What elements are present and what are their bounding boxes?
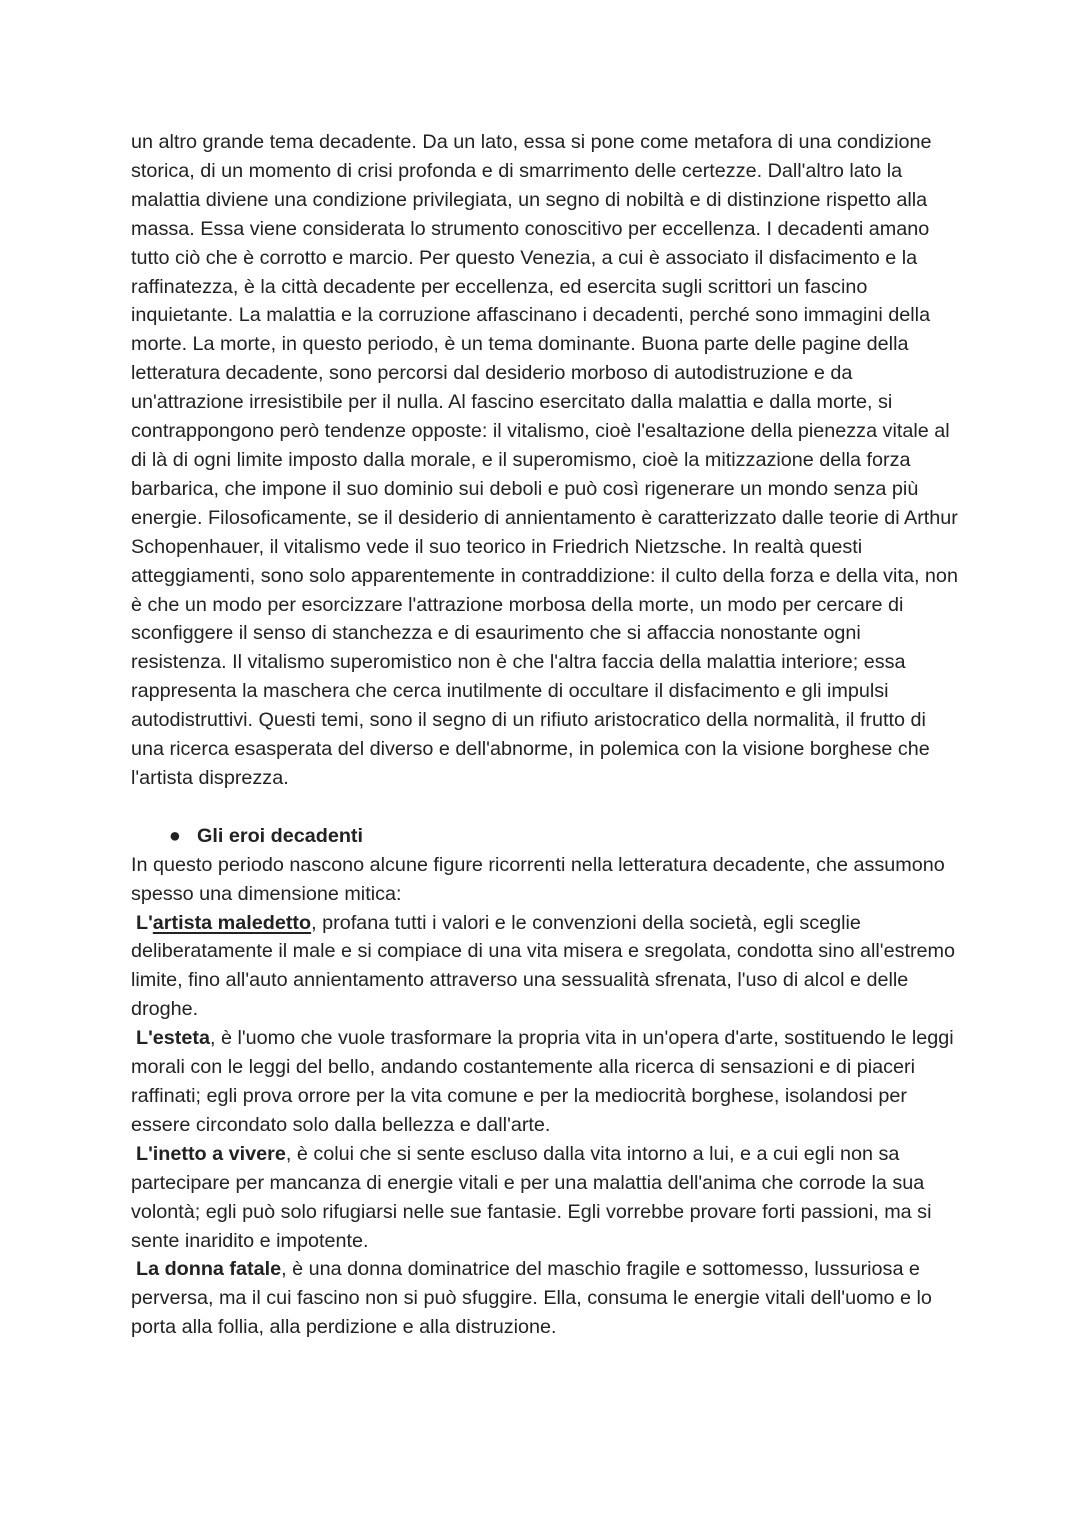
- hero-inetto-a-vivere: [131, 1140, 961, 1256]
- hero-name-link[interactable]: artista maledetto: [152, 911, 312, 934]
- section-heading: [131, 822, 961, 851]
- section-heading-text: Gli eroi decadenti: [197, 824, 363, 847]
- hero-description: , profana tutti i valori e le convenzioni della società, egli sceglie deliberatamente il male e si compiace di una vita misera e sregolata, condotta sino all'estremo limite, fino all'auto annientamento attraverso una sessualità sfrenata, l'uso di alcol e delle droghe.: [131, 911, 956, 1021]
- hero-description: , è l'uomo che vuole trasformare la propria vita in un'opera d'arte, sostituendo le leggi morali con le leggi del bello, andando costantemente alla ricerca di sensazioni e di piaceri raffinati; egli prova orrore per la vita comune e per la mediocrità borghese, isolandosi per essere circondato solo dalla bellezza e dall'arte.: [131, 1027, 954, 1136]
- hero-esteta: [131, 1024, 961, 1140]
- hero-description: , è una donna dominatrice del maschio fragile e sottomesso, lussuriosa e perversa, ma il cui fascino non si può sfuggire. Ella, consuma le energie vitali dell'uomo e lo porta alla follia, alla perdizione e alla distruzione.: [131, 1258, 932, 1339]
- bullet-icon: ●: [169, 824, 181, 847]
- hero-name: La donna fatale: [136, 1258, 282, 1281]
- hero-artista-maledetto: [131, 909, 961, 1025]
- hero-name-prefix: L': [136, 911, 153, 934]
- hero-name: L'esteta: [136, 1027, 210, 1050]
- document-page: [131, 128, 961, 1342]
- hero-name: L'inetto a vivere: [136, 1142, 286, 1165]
- hero-donna-fatale: [131, 1255, 961, 1342]
- body-paragraph: un altro grande tema decadente. Da un lato, essa si pone come metafora di una condizione storica, di un momento di crisi profonda e di smarrimento delle certezze. Dall'altro lato la malattia diviene una condizione privilegiata, un segno di nobiltà e di distinzione rispetto alla massa. Essa viene considerata lo strumento conoscitivo per eccellenza. I decadenti amano tutto ciò che è corrotto e marcio. Per questo Venezia, a cui è associato il disfacimento e la raffinatezza, è la città decadente per eccellenza, ed esercita sugli scrittori un fascino inquietante. La malattia e la corruzione affascinano i decadenti, perché sono immagini della morte. La morte, in questo periodo, è un tema dominante. Buona parte delle pagine della letteratura decadente, sono percorsi dal desiderio morboso di autodistruzione e da un'attrazione irresistibile per il nulla. Al fascino esercitato dalla malattia e dalla morte, si contrappongono però tendenze opposte: il vitalismo, cioè l'esaltazione della pienezza vitale al di là di ogni limite imposto dalla morale, e il superomismo, cioè la mitizzazione della forza barbarica, che impone il suo dominio sui deboli e può così rigenerare un mondo senza più energie. Filosoficamente, se il desiderio di annientamento è caratterizzato dalle teorie di Arthur Schopenhauer, il vitalismo vede il suo teorico in Friedrich Nietzsche. In realtà questi atteggiamenti, sono solo apparentemente in contraddizione: il culto della forza e della vita, non è che un modo per esorcizzare l'attrazione morbosa della morte, un modo per cercare di sconfiggere il senso di stanchezza e di esaurimento che si affaccia nonostante ogni resistenza. Il vitalismo superomistico non è che l'altra faccia della malattia interiore; essa rappresenta la maschera che cerca inutilmente di occultare il disfacimento e gli impulsi autodistruttivi. Questi temi, sono il segno di un rifiuto aristocratico della normalità, il frutto di una ricerca esasperata del diverso e dell'abnorme, in polemica con la visione borghese che l'artista disprezza.: [131, 131, 958, 789]
- section-intro: In questo periodo nascono alcune figure ricorrenti nella letteratura decadente, che assumono spesso una dimensione mitica:: [131, 853, 945, 905]
- hero-description: , è colui che si sente escluso dalla vita intorno a lui, e a cui egli non sa partecipare per mancanza di energie vitali e per una malattia dell'anima che corrode la sua volontà; egli può solo rifugiarsi nelle sue fantasie. Egli vorrebbe provare forti passioni, ma si sente inaridito e impotente.: [131, 1142, 932, 1252]
